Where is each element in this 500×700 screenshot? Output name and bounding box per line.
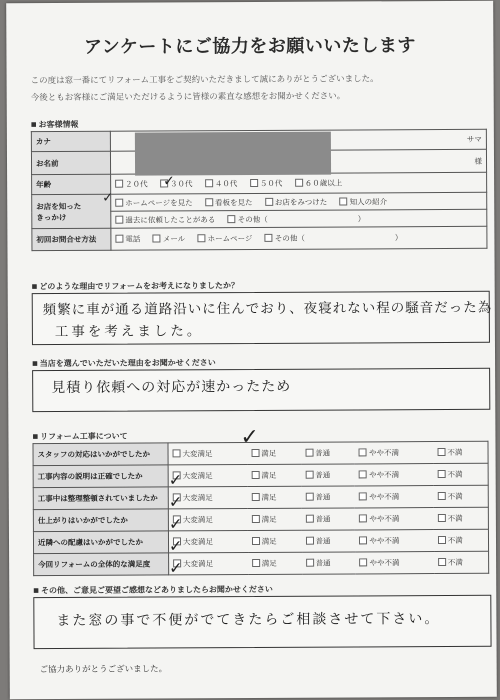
source-option[interactable]: 知人の紹介	[340, 196, 388, 207]
source-option-other[interactable]: その他（ ）	[228, 213, 366, 225]
rating-question: 工事内容の説明は正確でしたか	[33, 465, 168, 488]
checkbox[interactable]	[306, 559, 314, 567]
rating-option[interactable]	[247, 486, 301, 508]
checkbox[interactable]	[265, 234, 273, 242]
rating-option-label: 大変満足	[182, 515, 213, 525]
checkmark-age-30s: ✓	[163, 173, 175, 190]
label-kana: カナ	[31, 131, 110, 151]
age-option[interactable]: ３０代	[160, 178, 193, 189]
checkbox[interactable]	[295, 179, 303, 187]
rating-option-label: 普通	[315, 536, 331, 546]
checkbox[interactable]	[115, 198, 123, 206]
contact-option[interactable]: ホームページ	[198, 233, 253, 244]
rating-option[interactable]	[433, 485, 488, 507]
rating-row	[33, 529, 488, 553]
checkbox[interactable]	[359, 492, 367, 500]
sama-suffix: サマ	[466, 134, 482, 144]
section-reform-work: ■ リフォーム工事について	[32, 431, 127, 442]
rating-option-label: 不満	[447, 513, 463, 523]
checkmark-q5-very-good: ✓	[168, 536, 183, 556]
checkbox[interactable]	[205, 198, 213, 206]
source-options-row1	[111, 192, 487, 211]
rating-option-label: 普通	[315, 448, 331, 458]
reason-answer-box[interactable]	[32, 291, 493, 345]
rating-option-label: 満足	[261, 514, 277, 524]
checkbox[interactable]	[265, 197, 273, 205]
rating-row	[34, 551, 489, 575]
checkbox[interactable]	[360, 558, 368, 566]
source-option[interactable]: 看板を見た	[205, 196, 253, 207]
rating-option-label: 満足	[261, 536, 277, 546]
rating-option[interactable]	[301, 442, 355, 464]
rating-option-label: 不満	[447, 469, 463, 479]
contact-option-other[interactable]: その他（ ）	[265, 232, 403, 244]
checkmark-q6-very-good: ✓	[169, 558, 183, 578]
checkbox[interactable]	[153, 234, 161, 242]
checkbox[interactable]	[251, 449, 259, 457]
rating-option-label: 普通	[315, 470, 331, 480]
checkbox[interactable]	[205, 179, 213, 187]
checkbox[interactable]	[306, 537, 314, 545]
store-answer-box[interactable]	[32, 368, 490, 412]
rating-option[interactable]	[434, 551, 489, 573]
checkbox[interactable]	[305, 449, 313, 457]
checkbox[interactable]	[438, 492, 446, 500]
redacted-name-block	[135, 132, 331, 176]
rating-option-label: 大変満足	[183, 559, 214, 569]
rating-option[interactable]	[301, 464, 355, 486]
checkbox[interactable]	[359, 470, 367, 478]
checkbox[interactable]	[251, 493, 259, 501]
section-comments: ■ その他、ご意見ご要望ご感想などありましたらお聞かせください	[33, 584, 273, 596]
rating-row	[33, 463, 488, 487]
checkbox[interactable]	[252, 515, 260, 523]
rating-option-label: 普通	[315, 492, 331, 502]
checkbox[interactable]	[252, 537, 260, 545]
source-option[interactable]: 過去に依頼したことがある	[115, 214, 215, 226]
rating-option[interactable]	[301, 508, 355, 530]
checkbox[interactable]	[340, 197, 348, 205]
checkbox[interactable]	[359, 448, 367, 456]
contact-option[interactable]: 電話	[115, 234, 140, 245]
rating-option-label: やや不満	[369, 558, 400, 568]
checkmark-q1-good: ✓	[240, 424, 259, 451]
rating-option[interactable]	[433, 441, 488, 463]
checkbox[interactable]	[438, 514, 446, 522]
label-first-contact: 初回お問合せ方法	[32, 228, 111, 250]
checkbox[interactable]	[305, 515, 313, 523]
source-option[interactable]: ホームページを見た	[115, 197, 192, 208]
rating-option[interactable]	[168, 443, 247, 465]
rating-option[interactable]	[434, 507, 489, 529]
sama-suffix-kanji: 様	[474, 156, 483, 166]
rating-question: 近隣への配慮はいかがでしたか	[33, 531, 168, 554]
checkmark-q4-very-good: ✓	[168, 514, 183, 534]
checkbox[interactable]	[438, 536, 446, 544]
rating-question: 今回リフォームの全体的な満足度	[34, 553, 169, 576]
rating-option[interactable]	[355, 464, 433, 486]
checkmark-q2-very-good: ✓	[168, 470, 183, 490]
label-name: お名前	[31, 151, 110, 174]
rating-option[interactable]	[247, 464, 301, 486]
checkbox[interactable]	[115, 215, 123, 223]
handwritten-store-reason: 見積り依頼への対応が速かったため	[51, 378, 292, 397]
checkbox[interactable]	[173, 449, 181, 457]
rating-table	[32, 441, 489, 576]
source-option[interactable]: お店をみつけた	[265, 196, 327, 207]
checkbox[interactable]	[115, 235, 123, 243]
label-age: 年齢	[32, 174, 111, 194]
rating-option-label: 大変満足	[182, 493, 213, 503]
checkbox[interactable]	[359, 536, 367, 544]
rating-option-label: 満足	[261, 558, 277, 568]
age-option[interactable]: ２０代	[115, 179, 148, 190]
comments-answer-box[interactable]	[33, 595, 491, 649]
section-reason: ■ どのような理由でリフォームをお考えになりましたか？	[32, 280, 239, 292]
survey-sheet	[6, 1, 497, 700]
rating-option[interactable]	[355, 442, 433, 464]
rating-question: 仕上がりはいかがでしたか	[33, 509, 168, 532]
rating-option-label: 満足	[261, 448, 277, 458]
rating-option-label: 普通	[315, 558, 331, 568]
rating-option-label: やや不満	[369, 470, 400, 480]
contact-options	[111, 226, 487, 250]
source-options-row2	[111, 209, 487, 228]
rating-option-label: 普通	[315, 514, 331, 524]
age-option[interactable]: ４０代	[205, 178, 238, 189]
rating-option[interactable]	[248, 508, 302, 530]
rating-row	[33, 441, 488, 465]
age-option[interactable]: ５０代	[250, 178, 283, 189]
checkbox[interactable]	[251, 471, 259, 479]
checkbox[interactable]	[438, 558, 446, 566]
rating-option-label: やや不満	[369, 492, 400, 502]
handwritten-reason-line2: 工事を考えました。	[54, 323, 204, 341]
rating-option[interactable]	[433, 463, 488, 485]
section-customer-info: ■ お客様情報	[31, 119, 79, 130]
rating-option-label: やや不満	[369, 514, 400, 524]
checkmark-homepage: ✓	[102, 190, 114, 206]
rating-option-label: 大変満足	[182, 471, 213, 481]
rating-option-label: 満足	[261, 492, 277, 502]
rating-option[interactable]	[434, 529, 489, 551]
rating-option[interactable]	[355, 486, 433, 508]
rating-row	[33, 485, 488, 509]
checkmark-q3-very-good: ✓	[168, 492, 183, 512]
section-store-choice: ■ 当店を選んでいただいた理由をお聞かせください	[32, 357, 216, 369]
checkbox[interactable]	[437, 448, 445, 456]
rating-option-label: 不満	[447, 535, 463, 545]
page-title: アンケートにご協力をお願いいたします	[83, 35, 416, 58]
rating-option[interactable]	[355, 552, 433, 574]
checkbox[interactable]	[437, 470, 445, 478]
checkbox[interactable]	[359, 514, 367, 522]
checkbox[interactable]	[305, 471, 313, 479]
rating-option[interactable]	[355, 508, 433, 530]
rating-option-label: やや不満	[368, 448, 399, 458]
rating-option-label: やや不満	[369, 536, 400, 546]
closing-thanks: ご協力ありがとうございました。	[39, 664, 168, 676]
rating-option-label: 満足	[261, 470, 277, 480]
rating-option[interactable]	[248, 552, 302, 574]
rating-option[interactable]	[301, 530, 355, 552]
contact-option[interactable]: メール	[153, 233, 185, 244]
checkbox[interactable]	[115, 180, 123, 188]
checkbox[interactable]	[252, 559, 260, 567]
label-source: お店を知った きっかけ	[32, 194, 111, 228]
handwritten-reason-line1: 頻繁に車が通る道路沿いに住んでおり、夜寝れない程の騒音だった為	[42, 299, 493, 319]
checkbox[interactable]	[228, 215, 236, 223]
age-option[interactable]: ６０歳以上	[295, 178, 343, 189]
rating-option-label: 不満	[447, 557, 463, 567]
rating-row	[33, 507, 488, 531]
rating-question: 工事中は整理整頓されていましたか	[33, 487, 168, 510]
rating-option-label: 大変満足	[182, 449, 213, 459]
rating-option[interactable]	[302, 552, 356, 574]
rating-option[interactable]	[355, 530, 433, 552]
checkbox[interactable]	[250, 179, 258, 187]
handwritten-comment: また窓の事で不便がでてきたらご相談させて下さい。	[56, 611, 441, 630]
rating-option-label: 大変満足	[182, 537, 214, 547]
rating-option[interactable]	[301, 486, 355, 508]
intro-text: この度は窓一番にてリフォーム工事をご契約いただきまして誠にありがとうございました。 今後ともお客様にご満足いただけるように皆様の素直な感想をお聞かせください。	[30, 74, 379, 104]
checkbox[interactable]	[198, 234, 206, 242]
rating-option-label: 不満	[447, 491, 463, 501]
rating-option[interactable]	[248, 530, 302, 552]
rating-option-label: 不満	[447, 447, 463, 457]
checkbox[interactable]	[305, 493, 313, 501]
rating-question: スタッフの対応はいかがでしたか	[33, 443, 168, 466]
